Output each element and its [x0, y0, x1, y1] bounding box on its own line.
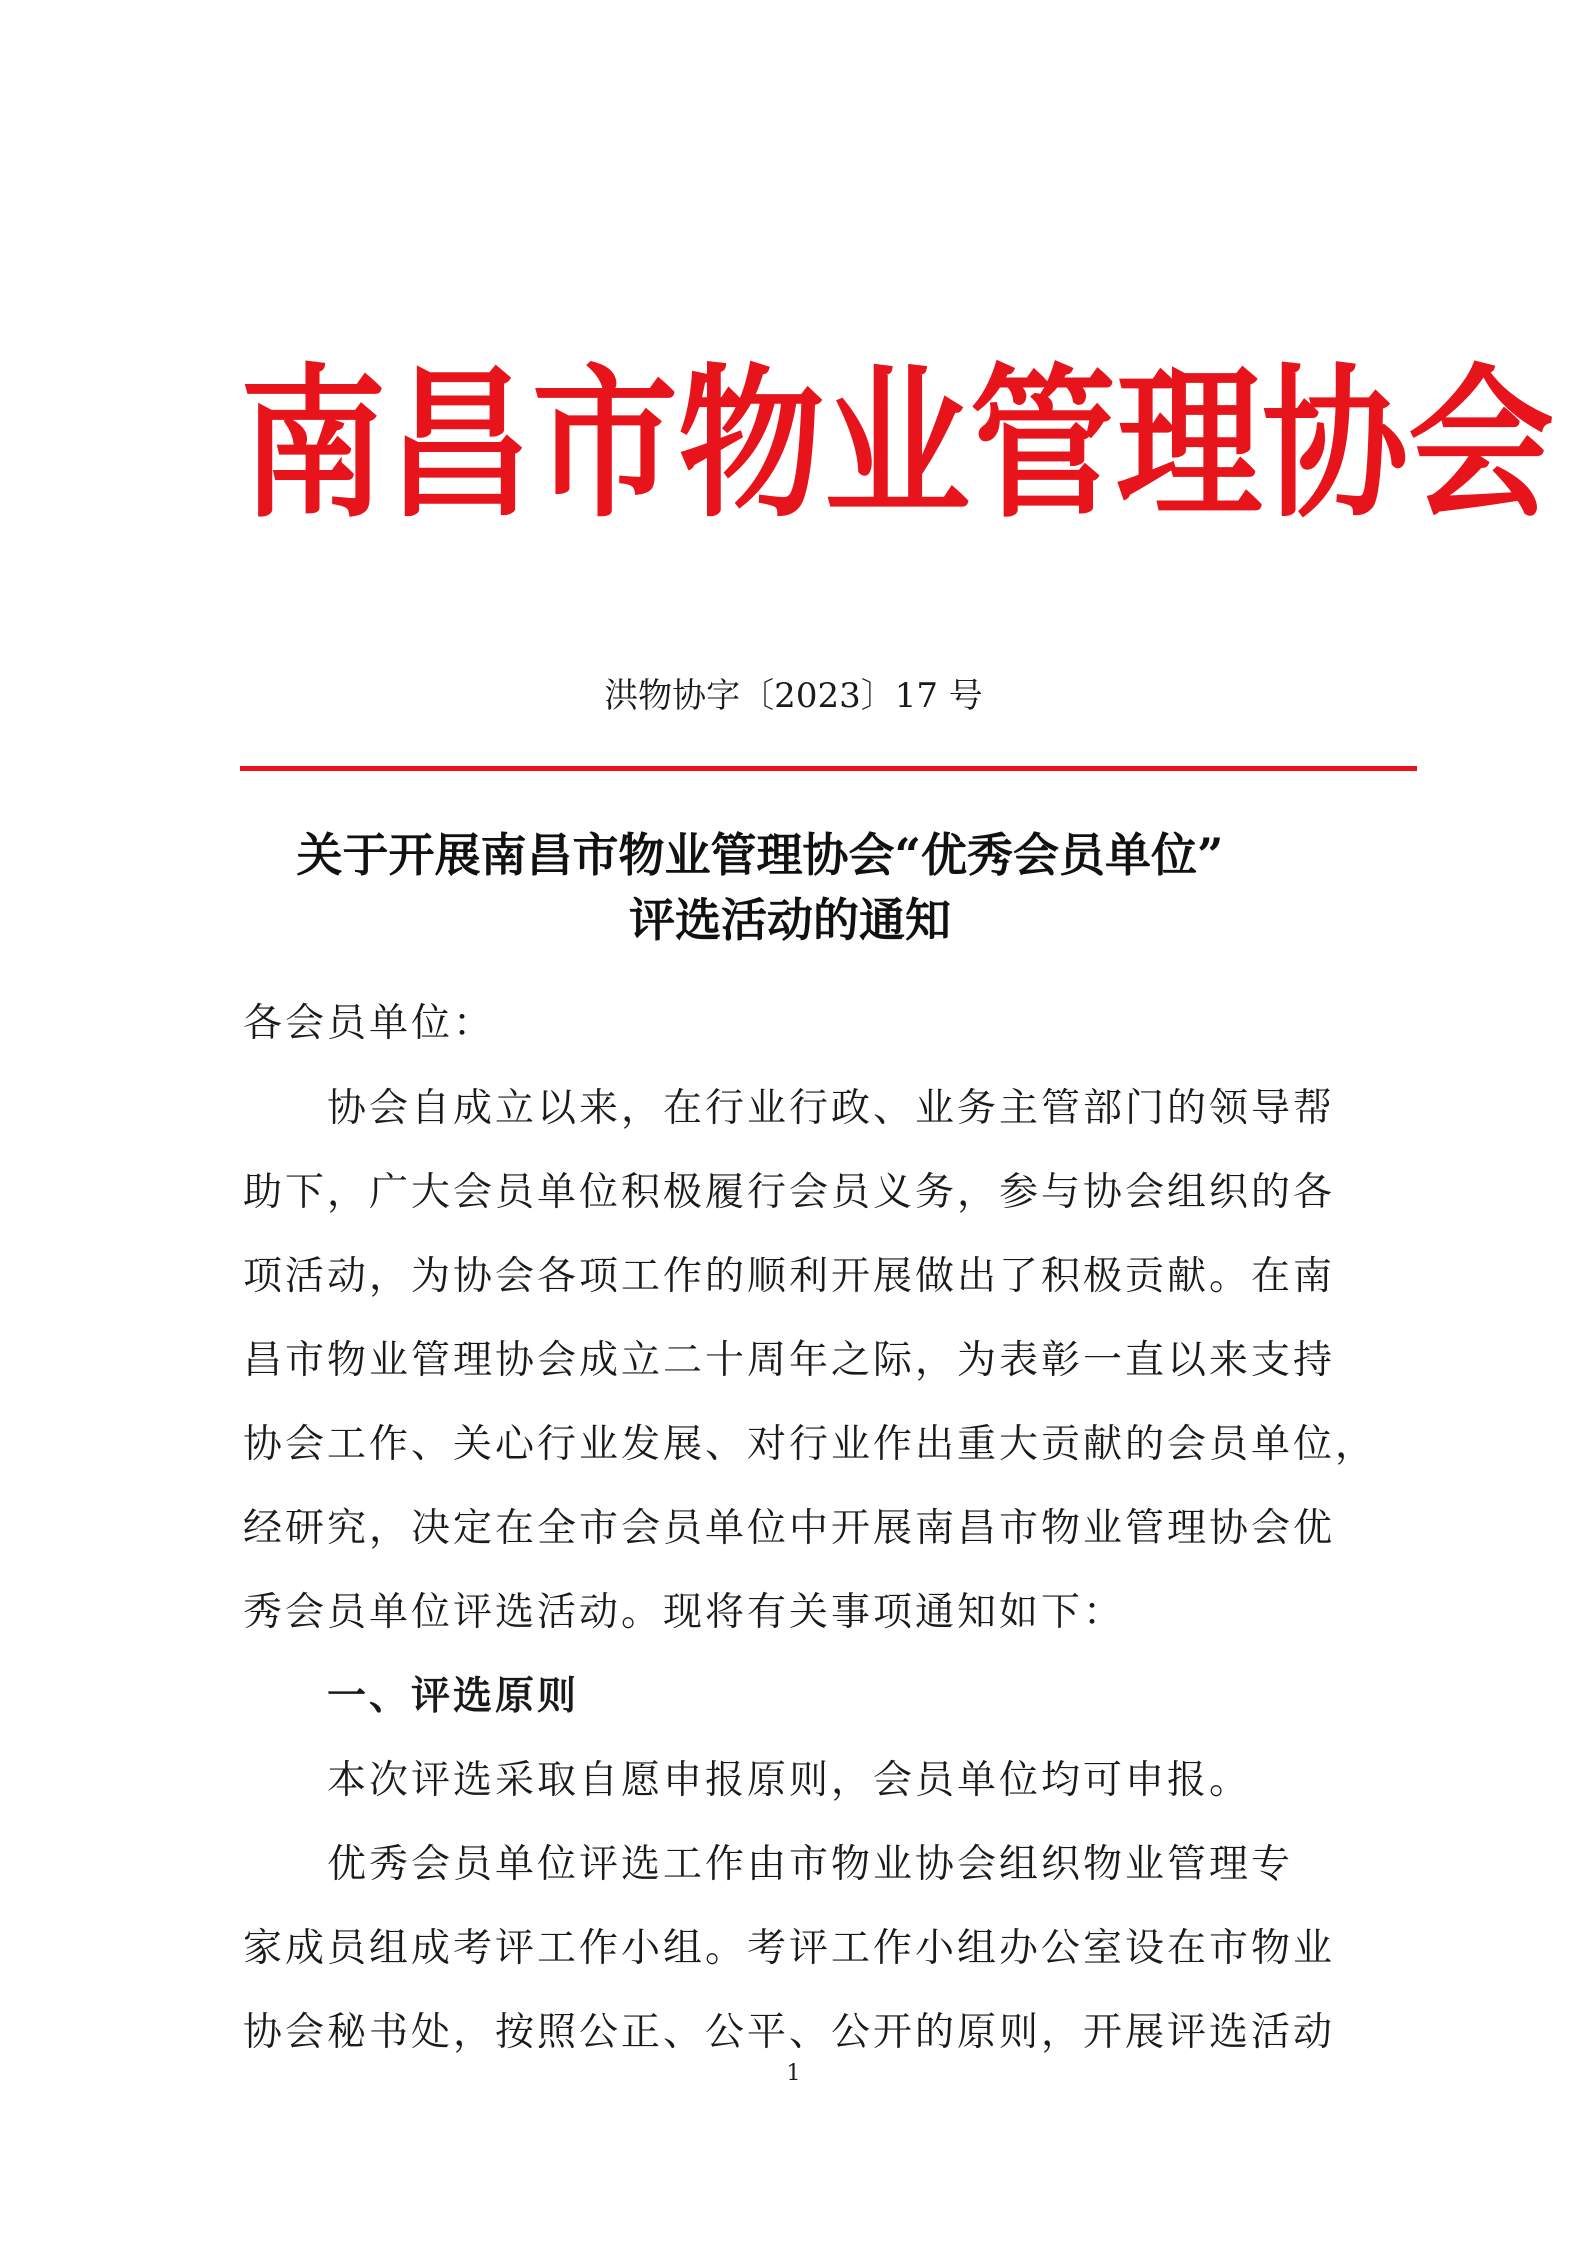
body-line: 经研究，决定在全市会员单位中开展南昌市物业管理协会优: [243, 1506, 1336, 1551]
header-divider: [240, 766, 1417, 771]
org-name-char: 物: [678, 349, 824, 541]
section-line: 协会秘书处，按照公正、公平、公开的原则，开展评选活动: [243, 2010, 1336, 2055]
org-name-char: 昌: [386, 349, 532, 541]
org-name-char: 市: [532, 349, 678, 541]
document-number: 洪物协字〔2023〕17 号: [604, 676, 983, 716]
salutation: 各会员单位：: [243, 1001, 496, 1046]
body-line: 秀会员单位评选活动。现将有关事项通知如下：: [243, 1590, 1126, 1635]
body-line: 助下，广大会员单位积极履行会员义务，参与协会组织的各: [243, 1170, 1336, 1215]
body-line: 协会自成立以来，在行业行政、业务主管部门的领导帮: [243, 1086, 1336, 1131]
body-line: 协会工作、关心行业发展、对行业作出重大贡献的会员单位，: [243, 1422, 1378, 1467]
section-line: 优秀会员单位评选工作由市物业协会组织物业管理专: [243, 1842, 1294, 1887]
notice-title-line-2: 评选活动的通知: [629, 893, 951, 947]
org-name-char: 理: [1116, 349, 1262, 541]
section-heading: 一、评选原则: [243, 1673, 580, 1719]
org-name-char: 协: [1262, 349, 1408, 541]
notice-title-line-1: 关于开展南昌市物业管理协会“优秀会员单位”: [296, 828, 1224, 882]
body-line: 项活动，为协会各项工作的顺利开展做出了积极贡献。在南: [243, 1254, 1336, 1299]
org-name-char: 会: [1408, 349, 1554, 541]
organization-header: [240, 349, 1554, 541]
page-number: 1: [786, 2061, 801, 2086]
section-line: 家成员组成考评工作小组。考评工作小组办公室设在市物业: [243, 1926, 1336, 1971]
org-name-char: 业: [824, 349, 970, 541]
body-line: 昌市物业管理协会成立二十周年之际，为表彰一直以来支持: [243, 1338, 1336, 1383]
org-name-char: 南: [240, 349, 386, 541]
org-name-char: 管: [970, 349, 1116, 541]
section-line: 本次评选采取自愿申报原则，会员单位均可申报。: [243, 1758, 1252, 1803]
